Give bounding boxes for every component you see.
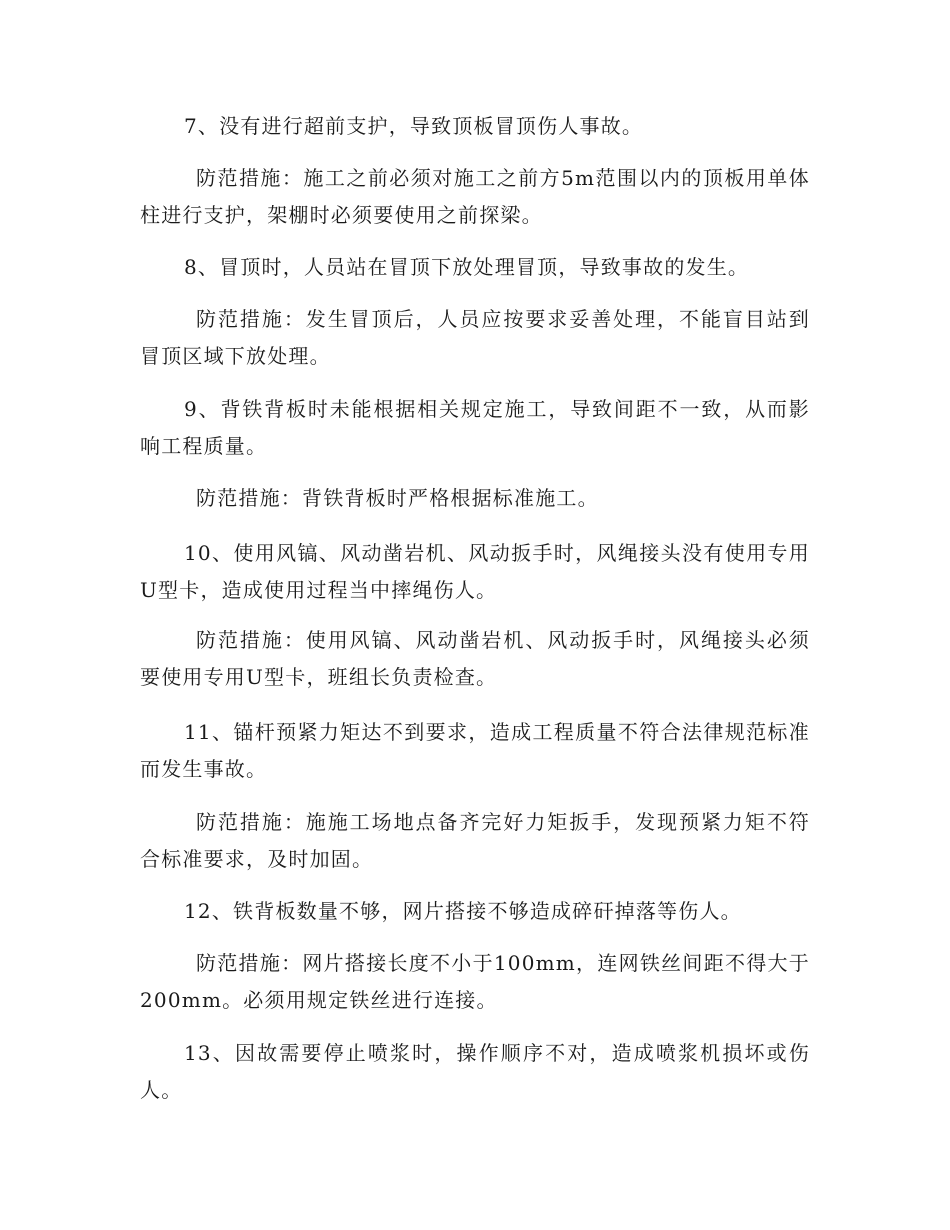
prevention-measure-9: 防范措施：背铁背板时严格根据标准施工。 [196, 486, 599, 510]
hazard-item-13: 13、因故需要停止喷浆时，操作顺序不对，造成喷浆机损坏或伤人。 [140, 1041, 810, 1102]
hazard-item-8: 8、冒顶时，人员站在冒顶下放处理冒顶，导致事故的发生。 [184, 255, 750, 279]
hazard-item-11: 11、锚杆预紧力矩达不到要求，造成工程质量不符合法律规范标准而发生事故。 [140, 720, 810, 781]
hazard-item-7: 7、没有进行超前支护，导致顶板冒顶伤人事故。 [184, 114, 644, 138]
prevention-measure-12: 防范措施：网片搭接长度不小于100mm，连网铁丝间距不得大于200mm。必须用规定铁丝进行连接。 [140, 951, 810, 1012]
prevention-measure-10: 防范措施：使用风镐、风动凿岩机、风动扳手时，风绳接头必须要使用专用U型卡，班组长负责检查。 [140, 628, 810, 689]
hazard-item-10: 10、使用风镐、风动凿岩机、风动扳手时，风绳接头没有使用专用U型卡，造成使用过程当中摔绳伤人。 [140, 541, 810, 602]
prevention-measure-8: 防范措施：发生冒顶后，人员应按要求妥善处理，不能盲目站到冒顶区域下放处理。 [140, 307, 810, 368]
hazard-item-9: 9、背铁背板时未能根据相关规定施工，导致间距不一致，从而影响工程质量。 [140, 397, 810, 458]
hazard-item-12: 12、铁背板数量不够，网片搭接不够造成碎矸掉落等伤人。 [184, 899, 742, 923]
prevention-measure-11: 防范措施：施施工场地点备齐完好力矩扳手，发现预紧力矩不符合标准要求，及时加固。 [140, 810, 810, 871]
prevention-measure-7: 防范措施：施工之前必须对施工之前方5m范围以内的顶板用单体柱进行支护，架棚时必须要使用之前探梁。 [140, 166, 810, 227]
